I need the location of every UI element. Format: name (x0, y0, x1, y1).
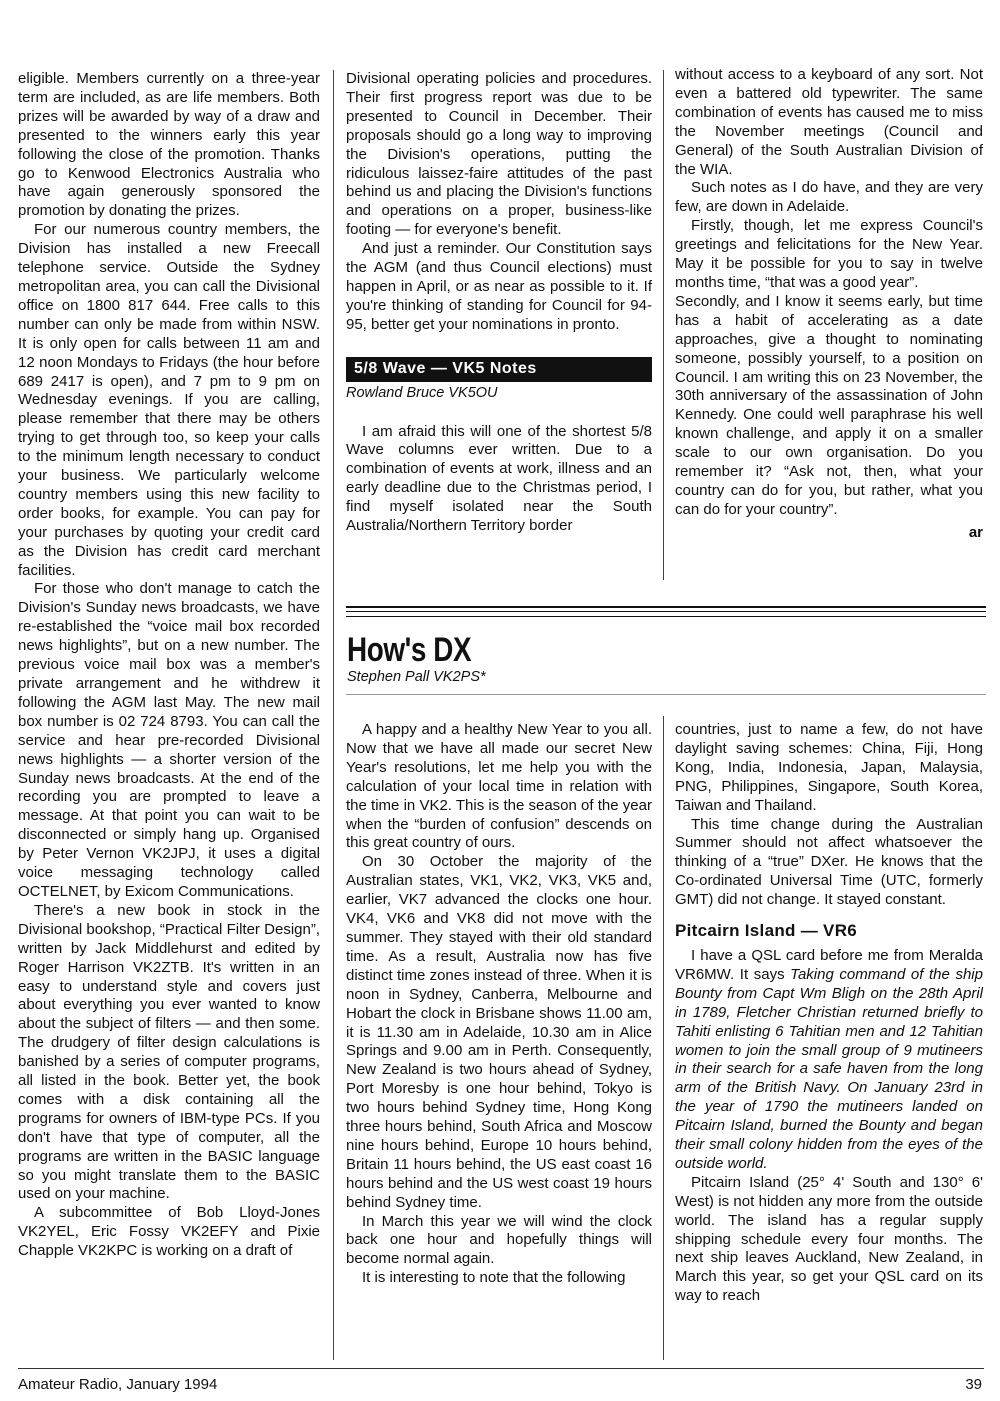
paragraph: There's a new book in stock in the Divisional bookshop, “Practical Filter Design”, written by Jack Middlehurst and edited by Roger Harrison VK2ZTB. It's written in an easy to understand style and covers just about everything you ever wanted to know about the subject of filters — and then some. The drudgery of filter design calculations is banished by a series of computer programs, all listed in the book. Better yet, the book comes with a disk containing all the programs for owners of IBM-type PCs. If you don't have that type of computer, all the programs are written in the BASIC language so you might translate them to the BASIC used on your machine. (18, 901, 320, 1203)
paragraph: Divisional operating policies and procedures. Their first progress report was due to be presented to Council in December. Their proposals should go a long way to improving the Division's operations, putting the ridiculous laissez-faire attitudes of the past behind us and placing the Division's functions and operations on a proper, business-like footing — for everyone's benefit. (346, 70, 652, 239)
paragraph: For those who don't manage to catch the Division's Sunday news broadcasts, we have re-established the “voice mail box recorded news highlights”, but on a new number. The previous voice mail box was a member's private arrangement and he withdrew it following the AGM last May. The new mail box number is 02 724 8793. You can call the service and hear pre-recorded Divisional news highlights — a shorter version of the Sunday news broadcasts. At the end of the recording you are prompted to leave a message. At that point you can wait to be disconnected or simply hang up. Organised by Peter Vernon VK2JPJ, it uses a digital voice messaging technology called OCTELNET, by Exicom Communications. (18, 580, 320, 900)
section-rule (346, 616, 986, 617)
paragraph: It is interesting to note that the following (362, 1269, 626, 1287)
paragraph: And just a reminder. Our Constitution says the AGM (and thus Council elections) must happen in April, or as near as possible to it. If you're thinking of standing for Council for 94-95, better get your nominations in pronto. (346, 240, 652, 333)
column-divider (663, 716, 664, 1360)
qsl-quote: Taking command of the ship Bounty from Capt Wm Bligh on the 28th April in 1789, Fletcher Christian returned briefly to Tahiti enlisting 6 Tahitian men and 12 Tahitian women to join the small group of 9 mutineers in their search for a safe haven from the long arm of the British Navy. On January 23rd in the year of 1790 the mutineers landed on Pitcairn Island, burned the Bounty and began their small colony hidden from the eyes of the outside world. (675, 965, 983, 1172)
column-divider (663, 70, 664, 580)
hows-dx-byline: Stephen Pall VK2PS* (347, 669, 486, 685)
pitcairn-lead: I have a QSL card before me from Meralda VR6MW. It says (675, 946, 983, 983)
vk5-notes-heading: 5/8 Wave — VK5 Notes (346, 357, 652, 382)
section-rule (346, 694, 986, 695)
paragraph: Firstly, though, let me express Council's greetings and felicitations for the New Year. May it be possible for you to say in twelve months time, “that was a good year”. (675, 217, 983, 291)
page-number: 39 (965, 1376, 982, 1393)
paragraph: I am afraid this will one of the shortest 5/8 Wave columns ever written. Due to a combination of events at work, illness and an early deadline due to the Christmas period, I find myself isolated near the South Australia/Northern Territory border (346, 422, 652, 535)
paragraph: Secondly, and I know it seems early, but time has a habit of accelerating as a date approaches, give a thought to nominating someone, possibly yourself, to a position on Council. I am writing this on 23 November, the 30th anniversary of the assassination of John Kennedy. One could well paraphrase his well known challenge, and apply it on a smaller scale to our own organisation. Do you remember it? “Ask not, then, what your country can do for you, but rather, what you can do for your country”. (675, 292, 983, 518)
signoff: ar (968, 523, 983, 541)
section-rule (346, 611, 986, 612)
paragraph: For our numerous country members, the Division has installed a new Freecall telephone service. Outside the Sydney metropolitan area, you can call the Divisional office on 1800 817 644. Free calls to this number can only be made from within NSW. It is only open for calls between 11 am and 12 noon Mondays to Fridays (the hour before 689 2417 is open), and 7 pm to 9 pm on Wednesday evenings. If you are calling, please remember that there may be others trying to get through too, so keep your calls to the minimum length necessary to conduct your business. We particularly welcome country members using this new facility to order books, for example. You can pay for your purchases by quoting your credit card as the Division has credit card merchant facilities. (18, 221, 320, 579)
publication-info: Amateur Radio, January 1994 (18, 1376, 218, 1393)
column-5 (675, 721, 983, 1306)
vk5-byline: Rowland Bruce VK5OU (346, 384, 498, 401)
column-3 (675, 66, 983, 543)
paragraph: A happy and a healthy New Year to you all. Now that we have all made our secret New Year's resolutions, let me help you with the calculation of your local time in relation with the time in VK2. This is the season of the year when the “burden of confusion” descends on this great country of ours. (346, 721, 652, 852)
paragraph: Pitcairn Island (25° 4' South and 130° 6' West) is not hidden any more from the outside world. The island has a regular supply shipping schedule every four months. The next ship leaves Auckland, New Zealand, in March this year, so get your QSL card on its way to reach (675, 1173, 983, 1305)
paragraph (675, 947, 983, 1174)
paragraph: countries, just to name a few, do not have daylight saving schemes: China, Fiji, Hong Kong, India, Indonesia, Japan, Malaysia, PNG, Philippines, Singapore, South Korea, Taiwan and Thailand. (675, 721, 983, 814)
column-4 (346, 721, 652, 1288)
column-1 (18, 70, 320, 1261)
pitcairn-heading: Pitcairn Island — VR6 (675, 921, 858, 941)
column-divider (333, 70, 334, 1360)
paragraph: Such notes as I do have, and they are very few, are down in Adelaide. (675, 179, 983, 216)
paragraph: A subcommittee of Bob Lloyd-Jones VK2YEL, Eric Fossy VK2EFY and Pixie Chapple VK2KPC is working on a draft of (18, 1204, 320, 1260)
section-rule (346, 606, 986, 608)
paragraph: In March this year we will wind the clock back one hour and hopefully things will become normal again. (346, 1212, 652, 1268)
column-2 (346, 70, 652, 536)
hows-dx-title: How's DX (347, 631, 472, 669)
paragraph: On 30 October the majority of the Australian states, VK1, VK2, VK3, VK5 and, earlier, VK7 advanced the clocks one hour. VK4, VK6 and VK8 did not move with the summer. They stayed with their old standard time. As a result, Australia now has five distinct time zones instead of three. When it is noon in Sydney, Canberra, Melbourne and Hobart the clock in Brisbane shows 11.00 am, it is 11.30 am in Adelaide, 10.30 am in Alice Springs and 9.00 am in Perth. Consequently, New Zealand is two hours ahead of Sydney, Port Moresby is one hour behind, Tokyo is two hours behind Sydney time, Hong Kong three hours behind, South Africa and Moscow nine hours behind, Europe 10 hours behind, Britain 11 hours behind, the US east coast 16 hours behind and the US west coast 19 hours behind Sydney time. (346, 853, 652, 1211)
paragraph: This time change during the Australian Summer should not affect whatsoever the thinking of a “true” DXer. He knows that the Co-ordinated Universal Time (UTC, formerly GMT) did not change. It stayed constant. (675, 815, 983, 909)
paragraph: without access to a keyboard of any sort. Not even a battered old typewriter. The same combination of events has caused me to miss the November meetings (Council and General) of the South Australian Division of the WIA. (675, 66, 983, 178)
footer-rule (18, 1368, 984, 1369)
paragraph: eligible. Members currently on a three-year term are included, as are life members. Both prizes will be awarded by way of a draw and presented to the winners early this year following the close of the promotion. Thanks go to Kenwood Electronics Australia who have again generously sponsored the promotion by donating the prizes. (18, 70, 320, 220)
